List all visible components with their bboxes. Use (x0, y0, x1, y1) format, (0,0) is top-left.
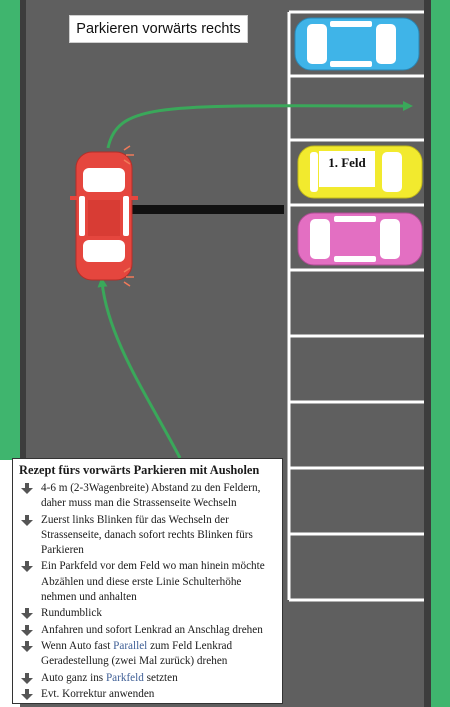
step-text: Zuerst links Blinken für das Wechseln der Strassenseite, danach sofort rechts Blinken fürs Parkieren (41, 513, 253, 557)
step-text-start: Auto ganz ins (41, 671, 106, 684)
step-text: Ein Parkfeld vor dem Feld wo man hinein möchte Abzählen und diese erste Linie Schulterhöhe nehmen und anhalten (41, 560, 265, 604)
step-highlight: Parkfeld (105, 671, 144, 684)
recipe-step (41, 559, 276, 605)
down-arrow-bullet-icon (21, 673, 33, 684)
recipe-step (41, 623, 276, 638)
blue-car-icon (295, 18, 419, 70)
step-text: Evt. Korrektur anwenden (41, 687, 155, 700)
step-text: Rundumblick (41, 607, 102, 620)
stop-line (127, 205, 284, 214)
down-arrow-bullet-icon (21, 608, 33, 619)
recipe-step (41, 513, 276, 559)
recipe-step (41, 606, 276, 621)
road-edge-left (20, 0, 26, 460)
down-arrow-bullet-icon (21, 625, 33, 636)
recipe-step (41, 481, 276, 512)
down-arrow-bullet-icon (21, 641, 33, 652)
down-arrow-bullet-icon (21, 561, 33, 572)
step-text: Anfahren und sofort Lenkrad an Anschlag drehen (41, 623, 263, 636)
recipe-title: Rezept fürs vorwärts Parkieren mit Ausholen (19, 463, 260, 477)
recipe-step (41, 639, 276, 670)
recipe-steps (19, 481, 276, 702)
pink-car-icon (298, 213, 422, 265)
grass-left (0, 0, 20, 460)
step-text-start: Wenn Auto fast (41, 639, 114, 652)
recipe-step (41, 671, 276, 686)
recipe-step (41, 687, 276, 702)
down-arrow-bullet-icon (21, 483, 33, 494)
step-highlight: Parallel (113, 639, 148, 652)
step-text-end: zum Feld Lenkrad Geradestellung (zwei Mal zurück) drehen (41, 639, 233, 668)
red-car-icon (70, 152, 138, 280)
diagram-title: Parkieren vorwärts rechts (69, 15, 248, 43)
down-arrow-bullet-icon (21, 515, 33, 526)
down-arrow-bullet-icon (21, 689, 33, 700)
step-text-end: setzten (143, 671, 178, 684)
field-label: 1. Feld (319, 151, 375, 187)
road-edge-right (424, 0, 431, 707)
grass-right (431, 0, 450, 707)
recipe-box (12, 458, 283, 704)
step-text: 4-6 m (2-3Wagenbreite) Abstand zu den Feldern, daher muss man die Strassenseite Wechseln (41, 482, 261, 510)
